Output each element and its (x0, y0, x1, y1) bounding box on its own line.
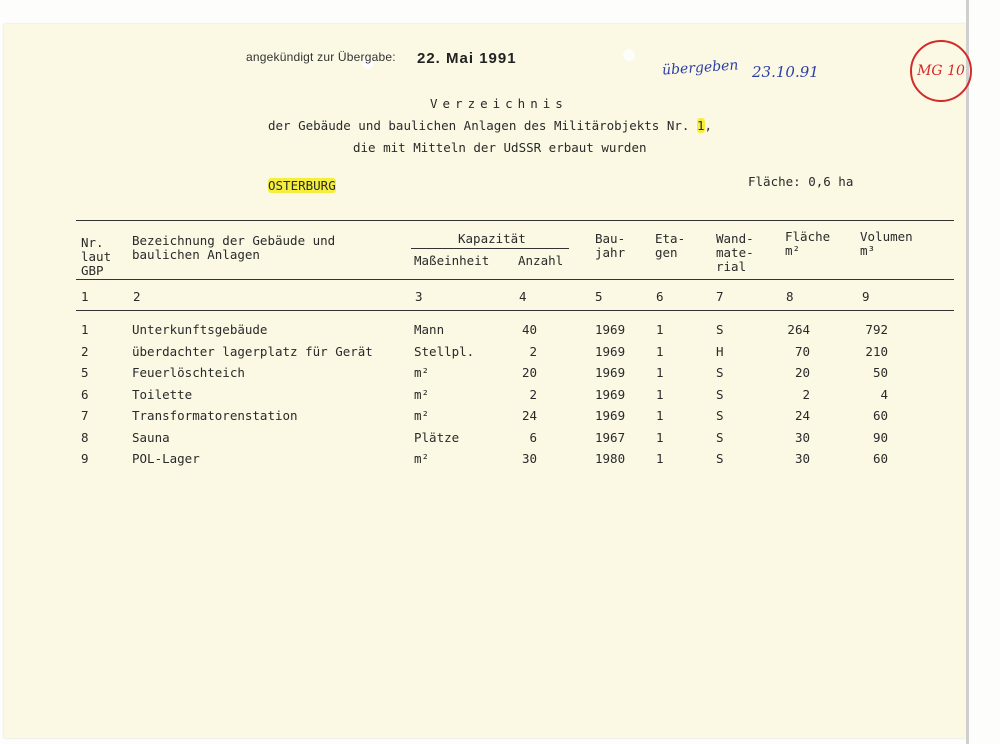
cell-volume: 50 (872, 365, 888, 380)
cell-volume: 90 (872, 429, 888, 445)
circled-reference-mark (910, 40, 972, 102)
column-number-designation: 2 (133, 289, 141, 304)
cell-floors: 1 (656, 451, 664, 466)
cell-floors: 1 (656, 386, 664, 402)
cell-designation: Feuerlöschteich (132, 365, 245, 380)
cell-nr: 5 (81, 365, 89, 380)
cell-area: 30 (794, 429, 810, 445)
column-number-floors: 6 (656, 289, 664, 304)
cell-year: 1969 (595, 322, 626, 337)
cell-wall-material: S (716, 322, 724, 337)
cell-wall-material: S (716, 451, 724, 466)
cell-wall-material: S (716, 408, 724, 423)
column-number-wall-material: 7 (716, 289, 724, 304)
object-number: 1 (696, 118, 705, 133)
column-number-volume: 9 (862, 289, 870, 304)
header-capacity: Kapazität (458, 231, 526, 246)
header-count: Anzahl (518, 253, 564, 268)
cell-volume: 4 (880, 386, 888, 402)
cell-area: 20 (794, 365, 810, 380)
cell-floors: 1 (656, 429, 664, 445)
cell-count: 40 (521, 322, 537, 337)
cell-year: 1980 (595, 451, 626, 466)
table-colnum-rule (76, 310, 954, 311)
location-text: OSTERBURG (268, 178, 336, 193)
handwritten-date: 23.10.91 (752, 63, 819, 81)
header-unit: Maßeinheit (414, 253, 490, 268)
cell-designation: Transformatorenstation (132, 408, 298, 423)
area-size: Fläche: 0,6 ha (748, 174, 854, 189)
capacity-rule (411, 248, 569, 249)
cell-count: 2 (529, 386, 537, 402)
cell-designation: überdachter lagerplatz für Gerät (132, 343, 373, 359)
cell-area: 30 (794, 451, 810, 466)
document-title: Verzeichnis (430, 96, 568, 111)
cell-year: 1969 (595, 386, 626, 402)
cell-year: 1969 (595, 343, 626, 359)
cell-count: 20 (521, 365, 537, 380)
cell-volume: 792 (865, 322, 888, 337)
handwritten-note: übergeben (661, 57, 739, 79)
subtitle-text: der Gebäude und baulichen Anlagen des Militärobjekts Nr. (268, 118, 690, 133)
header-year: Bau- jahr (595, 231, 626, 260)
column-number-unit: 3 (415, 289, 423, 304)
column-number-area: 8 (786, 289, 794, 304)
cell-area: 24 (794, 408, 810, 423)
cell-floors: 1 (656, 322, 664, 337)
cell-designation: Sauna (132, 429, 170, 445)
cell-designation: Unterkunftsgebäude (132, 322, 268, 337)
column-number-year: 5 (595, 289, 603, 304)
cell-wall-material: S (716, 429, 724, 445)
column-number-count: 4 (519, 289, 527, 304)
header-area: Fläche m² (785, 229, 831, 258)
cell-count: 2 (529, 343, 537, 359)
cell-year: 1967 (595, 429, 626, 445)
cell-year: 1969 (595, 365, 626, 380)
cell-designation: POL-Lager (132, 451, 200, 466)
cell-designation: Toilette (132, 386, 193, 402)
cell-count: 30 (521, 451, 537, 466)
cell-unit: m² (414, 408, 430, 423)
table-header-rule (76, 279, 954, 280)
cell-unit: m² (414, 386, 430, 402)
cell-wall-material: H (716, 343, 724, 359)
cell-volume: 60 (872, 408, 888, 423)
cell-nr: 1 (81, 322, 89, 337)
cell-unit: m² (414, 451, 430, 466)
handover-stamp-label: angekündigt zur Übergabe: (246, 50, 396, 64)
column-number-nr: 1 (81, 289, 89, 304)
header-wall-material: Wand- mate- rial (716, 231, 754, 274)
cell-count: 24 (521, 408, 537, 423)
table-top-rule (76, 220, 954, 221)
cell-nr: 8 (81, 429, 89, 445)
cell-nr: 7 (81, 408, 89, 423)
cell-area: 264 (787, 322, 810, 337)
document-subtitle-2: die mit Mitteln der UdSSR erbaut wurden (353, 140, 647, 155)
location-name (268, 178, 336, 193)
cell-wall-material: S (716, 386, 724, 402)
document-subtitle (268, 118, 712, 133)
cell-floors: 1 (656, 365, 664, 380)
cell-unit: m² (414, 365, 430, 380)
header-floors: Eta- gen (655, 231, 686, 260)
cell-volume: 60 (872, 451, 888, 466)
punch-hole (623, 49, 635, 61)
cell-area: 70 (794, 343, 810, 359)
cell-floors: 1 (656, 343, 664, 359)
header-nr: Nr. laut GBP (81, 235, 112, 278)
cell-unit: Mann (414, 322, 445, 337)
cell-nr: 2 (81, 343, 89, 359)
cell-unit: Plätze (414, 429, 460, 445)
cell-nr: 6 (81, 386, 89, 402)
subtitle-punct: , (704, 118, 713, 133)
header-designation: Bezeichnung der Gebäude und baulichen Anlagen (132, 233, 336, 262)
cell-volume: 210 (865, 343, 888, 359)
cell-floors: 1 (656, 408, 664, 423)
circled-reference-text: MG 10 (917, 63, 965, 79)
page-edge (966, 0, 969, 744)
cell-area: 2 (802, 386, 810, 402)
cell-unit: Stellpl. (414, 343, 475, 359)
cell-nr: 9 (81, 451, 89, 466)
cell-year: 1969 (595, 408, 626, 423)
cell-count: 6 (529, 429, 537, 445)
header-volume: Volumen m³ (860, 229, 913, 258)
handover-stamp-date: 22. Mai 1991 (417, 50, 517, 67)
cell-wall-material: S (716, 365, 724, 380)
